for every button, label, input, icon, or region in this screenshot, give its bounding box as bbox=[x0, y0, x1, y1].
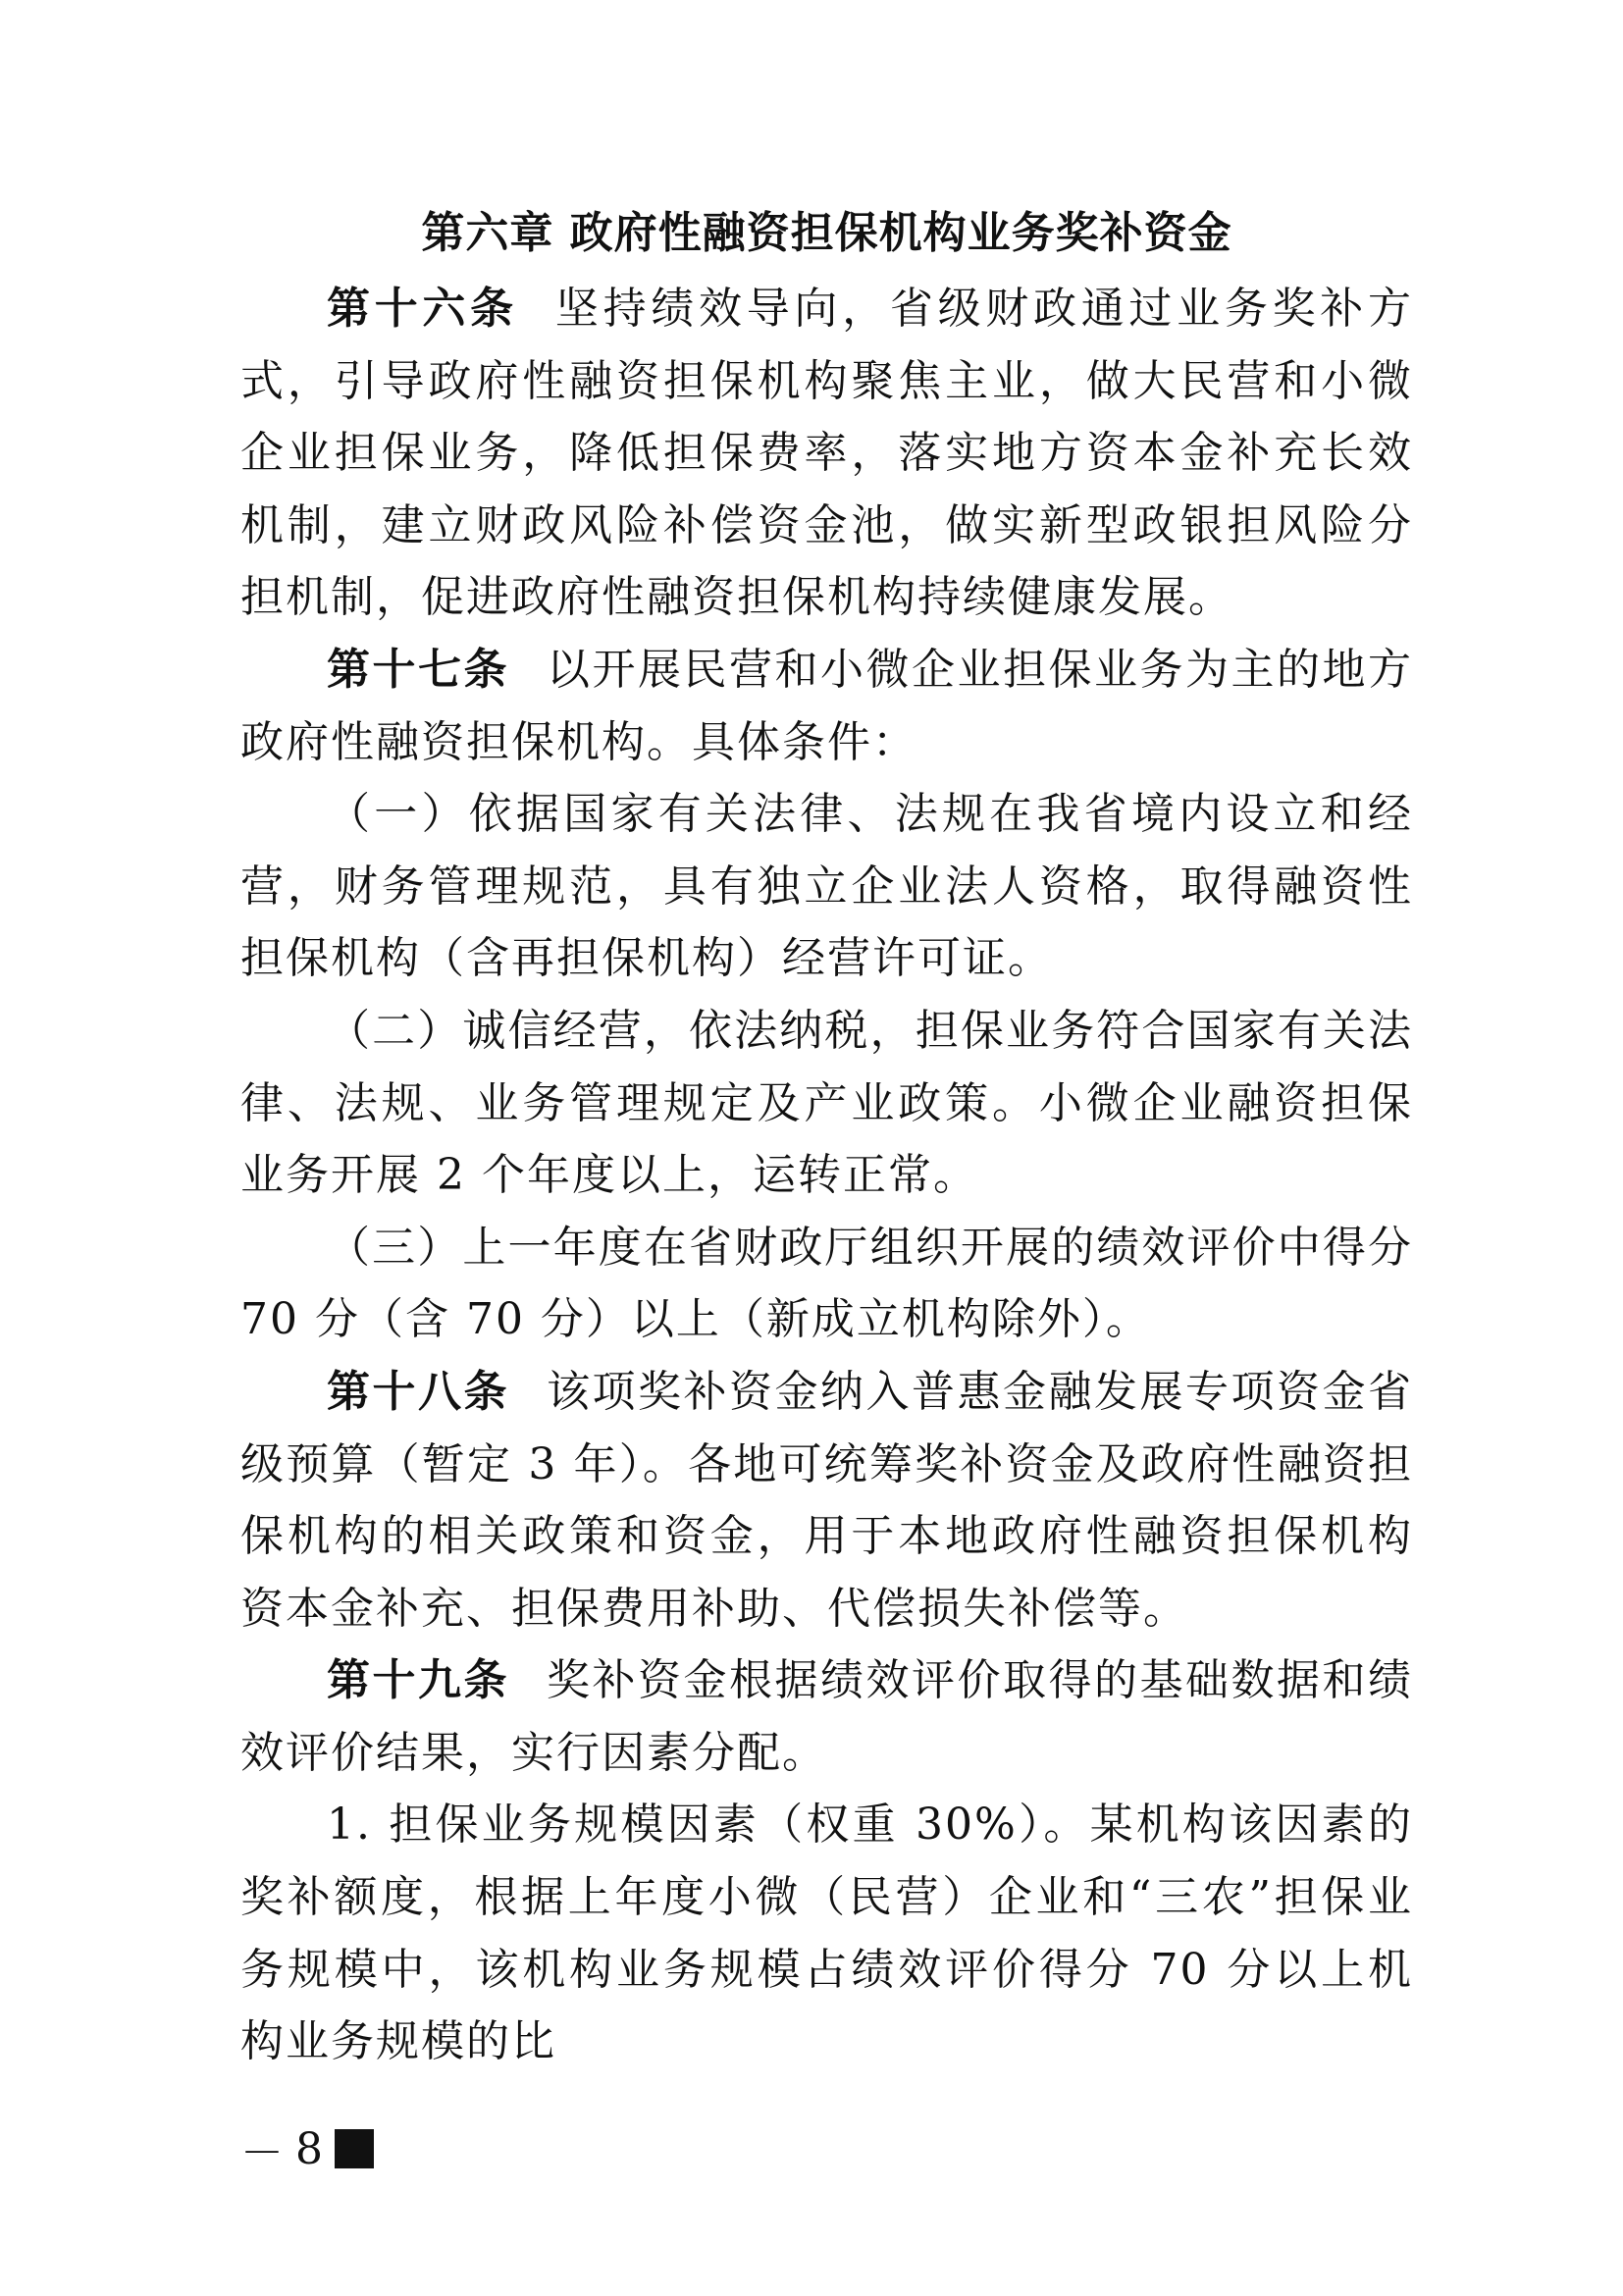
body-text bbox=[240, 273, 1413, 2078]
article-label: 第十九条 bbox=[327, 1655, 509, 1706]
page-dash: － bbox=[240, 2128, 284, 2178]
condition-item-3 bbox=[240, 1212, 1413, 1356]
chapter-title: 第六章 政府性融资担保机构业务奖补资金 bbox=[421, 208, 1232, 258]
article-label: 第十八条 bbox=[327, 1366, 509, 1417]
article-text: 以开展民营和小微企业担保业务为主的地方政府性融资担保机构。具体条件： bbox=[240, 644, 1413, 767]
article-18 bbox=[240, 1356, 1413, 1644]
article-label: 第十六条 bbox=[327, 284, 518, 334]
condition-item-1 bbox=[240, 778, 1413, 995]
condition-item-2 bbox=[240, 995, 1413, 1212]
condition-text: （三）上一年度在省财政厅组织开展的绩效评价中得分 70 分（含 70 分）以上（新成立机构除外）。 bbox=[240, 1222, 1413, 1345]
article-text: 该项奖补资金纳入普惠金融发展专项资金省级预算（暂定 3 年）。各地可统筹奖补资金及政府性融资担保机构的相关政策和资金，用于本地政府性融资担保机构资本金补充、担保费用补助、代偿损失补偿等。 bbox=[240, 1366, 1413, 1634]
article-text: 坚持绩效导向，省级财政通过业务奖补方式，引导政府性融资担保机构聚焦主业，做大民营和小微企业担保业务，降低担保费率，落实地方资本金补充长效机制，建立财政风险补偿资金池，做实新型政银担风险分担机制，促进政府性融资担保机构持续健康发展。 bbox=[240, 284, 1414, 623]
condition-text: （一）依据国家有关法律、法规在我省境内设立和经营，财务管理规范，具有独立企业法人资格，取得融资性担保机构（含再担保机构）经营许可证。 bbox=[240, 789, 1413, 984]
factor-item-1 bbox=[240, 1789, 1413, 2077]
article-label: 第十七条 bbox=[327, 644, 509, 695]
condition-text: （二）诚信经营，依法纳税，担保业务符合国家有关法律、法规、业务管理规定及产业政策。小微企业融资担保业务开展 2 个年度以上，运转正常。 bbox=[240, 1005, 1413, 1201]
page-footer bbox=[240, 2119, 374, 2178]
article-17 bbox=[240, 634, 1413, 778]
article-16 bbox=[240, 273, 1413, 634]
page-number: 8 bbox=[295, 2123, 323, 2174]
page-marker-block bbox=[335, 2129, 374, 2168]
article-19 bbox=[240, 1644, 1413, 1789]
article-text: 奖补资金根据绩效评价取得的基础数据和绩效评价结果，实行因素分配。 bbox=[240, 1655, 1413, 1778]
factor-text: 1. 担保业务规模因素（权重 30%）。某机构该因素的奖补额度，根据上年度小微（民营）企业和“三农”担保业务规模中，该机构业务规模占绩效评价得分 70 分以上机构业务规模的比 bbox=[240, 1800, 1413, 2067]
